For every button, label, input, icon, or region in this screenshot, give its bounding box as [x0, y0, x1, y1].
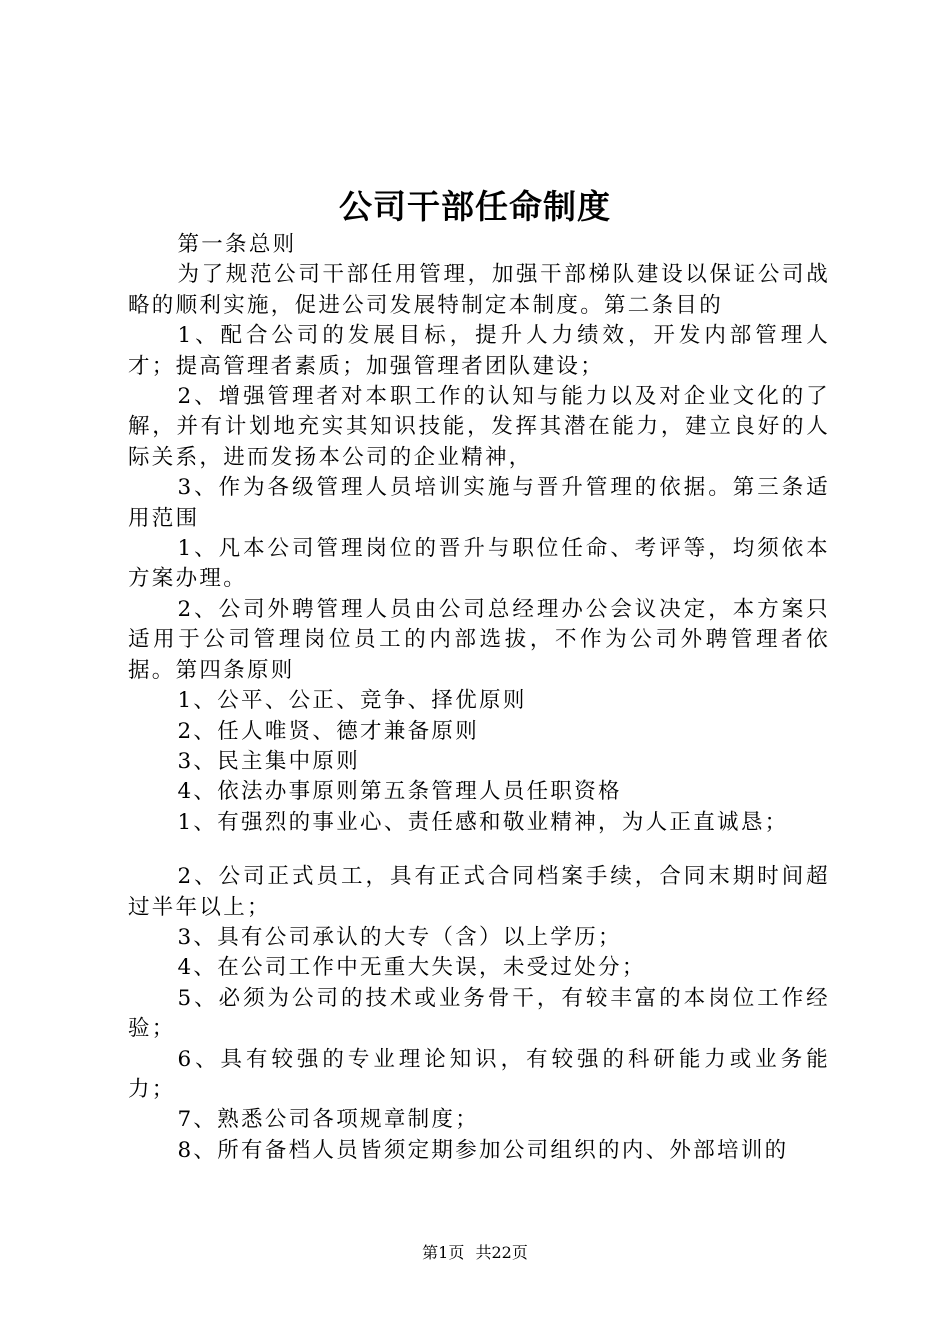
principle-item: 3、民主集中原则 — [177, 748, 361, 774]
qualification-item: 7、熟悉公司各项规章制度； — [177, 1107, 480, 1133]
qualification-item: 1、有强烈的事业心、责任感和敬业精神，为人正直诚恳； — [177, 809, 789, 835]
page-footer — [0, 1241, 950, 1265]
section-heading-general: 第一条总则 — [177, 232, 297, 257]
document-title: 公司干部任命制度 — [339, 187, 611, 226]
principle-item: 4、依法办事原则第五条管理人员任职资格 — [177, 779, 622, 805]
qualification-item: 5、必须为公司的技术或业务骨干，有较丰富的本岗位工作经验； — [128, 985, 830, 1042]
paragraph: 1、凡本公司管理岗位的晋升与职位任命、考评等，均须依本方案办理。 — [128, 536, 830, 592]
paragraph: 2、增强管理者对本职工作的认知与能力以及对企业文化的了解，并有计划地充实其知识技能，发挥其潜在能力，建立良好的人际关系，进而发扬本公司的企业精神， — [128, 384, 830, 470]
qualification-item: 8、所有备档人员皆须定期参加公司组织的内、外部培训的 — [177, 1137, 789, 1163]
qualification-item: 6、具有较强的专业理论知识，有较强的科研能力或业务能力； — [128, 1046, 830, 1102]
blank-line — [128, 838, 830, 862]
page-number: 第1页 — [422, 1243, 465, 1262]
page-total: 共22页 — [475, 1243, 528, 1262]
document-body — [128, 230, 830, 1166]
principle-item: 1、公平、公正、竞争、择优原则 — [177, 688, 527, 714]
paragraph: 1、配合公司的发展目标，提升人力绩效，开发内部管理人才；提高管理者素质；加强管理者团队建设； — [128, 323, 830, 379]
qualification-item: 3、具有公司承认的大专（含）以上学历； — [177, 924, 622, 950]
paragraph: 3、作为各级管理人员培训实施与晋升管理的依据。第三条适用范围 — [128, 475, 830, 531]
qualification-item: 4、在公司工作中无重大失误，未受过处分； — [177, 955, 646, 981]
paragraph: 2、公司外聘管理人员由公司总经理办公会议决定，本方案只适用于公司管理岗位员工的内部选拔，不作为公司外聘管理者依据。第四条原则 — [128, 596, 830, 683]
paragraph: 为了规范公司干部任用管理，加强干部梯队建设以保证公司战略的顺利实施，促进公司发展特制定本制度。第二条目的 — [128, 262, 830, 318]
qualification-item: 2、公司正式员工，具有正式合同档案手续，合同末期时间超过半年以上； — [128, 864, 830, 920]
principle-item: 2、任人唯贤、德才兼备原则 — [177, 718, 480, 744]
